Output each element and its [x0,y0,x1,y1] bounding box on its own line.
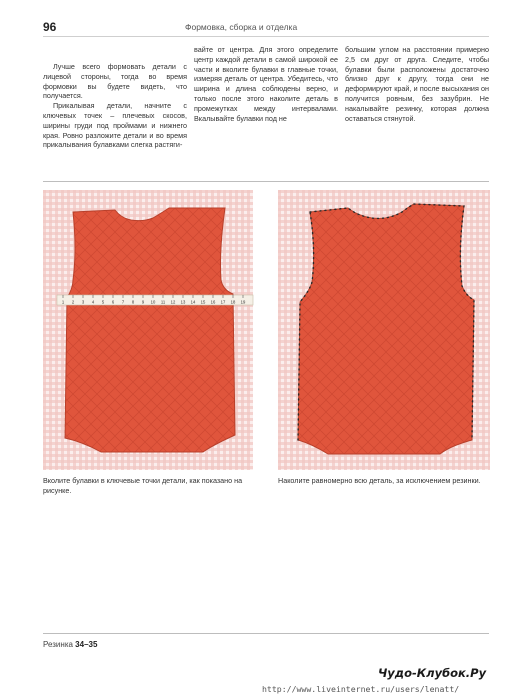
ruler-tick-label: 12 [170,299,176,305]
photo-divider [43,181,489,182]
ruler-tick-label: 11 [160,299,166,305]
footer-section-label: Резинка [43,640,76,649]
garment-shape [298,204,474,454]
text-column-2 [194,45,338,123]
ruler-tick-label: 9 [141,299,145,305]
ruler-tick-label: 10 [150,299,156,305]
ruler-tick-label: 14 [190,299,196,305]
caption-left: Вколите булавки в ключевые точки детали, как показано на рисунке. [43,476,243,495]
ruler-tick-label: 4 [91,299,95,305]
paragraph: Прикалывая детали, начните с ключевых точек – плечевых скосов, ширины груди под проймами и нижнего края. Ровно разложите детали и во время прикалывания булавками слегка растяги- [43,101,187,150]
photo-garment-pinned [278,190,490,470]
caption-right: Наколите равномерно всю деталь, за исключением резинки. [278,476,481,485]
garment-shape [65,208,235,452]
photo-garment-with-ruler [43,190,246,470]
ruler-tick-label: 15 [200,299,206,305]
ruler-tick-label: 19 [240,299,246,305]
page-number: 96 [43,20,57,34]
ruler-tick-label: 3 [81,299,85,305]
paragraph: большим углом на расстоянии примерно 2,5 см друг от друга. Следите, чтобы булавки были расположены достаточно близко друг к другу, тогда они не деформируют край, и после высыхания он получится ровным, без зазубрин. Не накалывайте резинку, которая должна оставаться стянутой. [345,45,489,123]
watermark-brand: Чудо-Клубок.Ру [378,666,487,680]
footer-section-pages: 34–35 [75,640,98,649]
ruler-tick-label: 17 [220,299,226,305]
ruler-tick-label: 13 [180,299,186,305]
text-column-1 [43,62,187,150]
ruler-tick-label: 16 [210,299,216,305]
footer-divider [43,633,489,634]
watermark-url: http://www.liveinternet.ru/users/lenatt/ [262,684,460,694]
ruler-tick-label: 6 [111,299,115,305]
ruler-tick-label: 7 [121,299,125,305]
ruler-tick-label: 2 [71,299,75,305]
header-divider [43,36,489,37]
ruler-tick-label: 1 [61,299,65,305]
text-column-3 [345,45,489,123]
ruler-tick-label: 8 [131,299,135,305]
paragraph: Лучше всего формовать детали с лицевой стороны, тогда во время формовки вы будете видеть, что получается. [43,62,187,101]
ruler-tick-label: 5 [101,299,105,305]
running-title: Формовка, сборка и отделка [185,22,298,32]
footer-reference [43,640,97,649]
ruler-tick-label: 18 [230,299,236,305]
paragraph: вайте от центра. Для этого определите центр каждой детали в самой широкой ее части и вколите булавки в главные точки, измеряя деталь от центра. Убедитесь, что ширина и длина соблюдены верно, и только после этого наколите деталь в промежутках между интервалами. Вкалывайте булавки под не [194,45,338,123]
